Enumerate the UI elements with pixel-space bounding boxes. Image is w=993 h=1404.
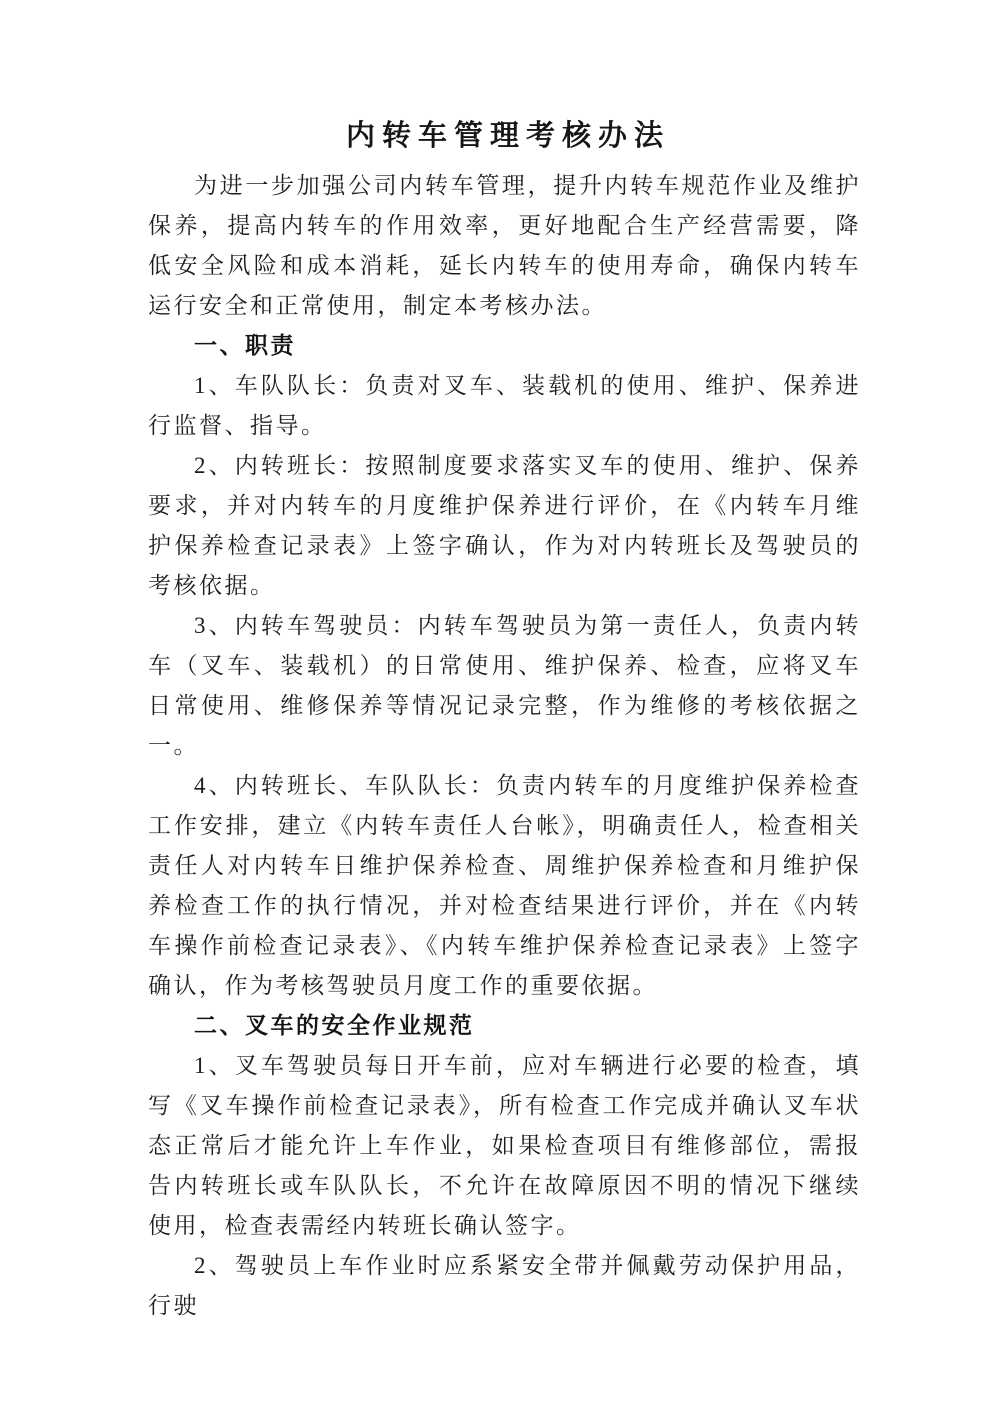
section-heading-responsibilities: 一、职责 xyxy=(194,333,296,358)
responsibility-item-1: 1、车队队长：负责对叉车、装载机的使用、维护、保养进行监督、指导。 xyxy=(148,373,861,438)
responsibility-item-2: 2、内转班长：按照制度要求落实叉车的使用、维护、保养要求，并对内转车的月度维护保养进行评价，在《内转车月维护保养检查记录表》上签字确认，作为对内转班长及驾驶员的考核依据。 xyxy=(148,453,861,598)
intro-paragraph: 为进一步加强公司内转车管理，提升内转车规范作业及维护保养，提高内转车的作用效率，更好地配合生产经营需要，降低安全风险和成本消耗，延长内转车的使用寿命，确保内转车运行安全和正常使用，制定本考核办法。 xyxy=(148,173,861,318)
safety-rule-2: 2、驾驶员上车作业时应系紧安全带并佩戴劳动保护用品，行驶 xyxy=(148,1253,861,1318)
responsibility-item-3: 3、内转车驾驶员：内转车驾驶员为第一责任人，负责内转车（叉车、装载机）的日常使用、维护保养、检查，应将叉车日常使用、维修保养等情况记录完整，作为维修的考核依据之一。 xyxy=(148,613,861,758)
section-heading-forklift-safety: 二、叉车的安全作业规范 xyxy=(194,1013,475,1038)
responsibility-item-4: 4、内转班长、车队队长：负责内转车的月度维护保养检查工作安排，建立《内转车责任人台帐》，明确责任人，检查相关责任人对内转车日维护保养检查、周维护保养检查和月维护保养检查工作的执行情况，并对检查结果进行评价，并在《内转车操作前检查记录表》、《内转车维护保养检查记录表》上签字确认，作为考核驾驶员月度工作的重要依据。 xyxy=(148,773,861,998)
safety-rule-1: 1、叉车驾驶员每日开车前，应对车辆进行必要的检查，填写《叉车操作前检查记录表》，所有检查工作完成并确认叉车状态正常后才能允许上车作业，如果检查项目有维修部位，需报告内转班长或车队队长，不允许在故障原因不明的情况下继续使用，检查表需经内转班长确认签字。 xyxy=(148,1053,861,1238)
document-title: 内转车管理考核办法 xyxy=(345,120,670,152)
document-body xyxy=(148,166,861,1326)
